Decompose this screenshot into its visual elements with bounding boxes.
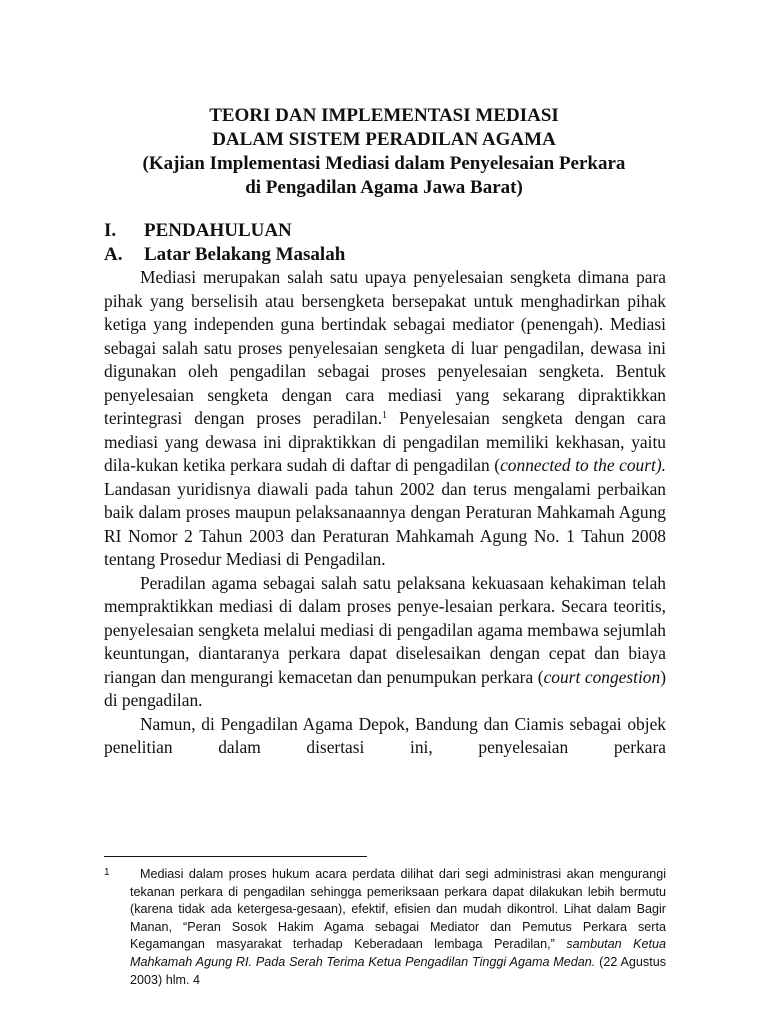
paragraph-1-part-a: Mediasi merupakan salah satu upaya penyelesaian sengketa dimana para pihak yang berselisih atau bersengketa bersepakat untuk menghadirkan pihak ketiga yang independen guna bertindak sebagai mediator (penengah). Mediasi sebagai salah satu proses penyelesaian sengketa di luar pengadilan, dewasa ini digunakan oleh pengadilan sebagai proses penyelesaian sengketa. Bentuk penyelesaian sengketa dengan cara mediasi yang sekarang dipraktikkan terintegrasi dengan proses peradilan. [104, 267, 666, 428]
paragraph-1-part-c: Landasan yuridisnya diawali pada tahun 2002 dan terus mengalami perbaikan baik dalam proses maupun pelaksanaannya dengan Peraturan Mahkamah Agung RI Nomor 2 Tahun 2003 dan Peraturan Mahkamah Agung No. 1 Tahun 2008 tentang Prosedur Mediasi di Pengadilan. [104, 478, 666, 569]
paragraph-1 [104, 266, 666, 572]
paragraph-2 [104, 572, 666, 713]
subsection-number: A. [104, 244, 123, 265]
document-title [100, 104, 668, 200]
section-title: PENDAHULUAN [144, 220, 292, 241]
paragraph-1-italic: connected to the court). [500, 455, 666, 475]
footnote-text [130, 866, 666, 989]
footnote-italic: sambutan Ketua Mahkamah Agung RI. Pada Serah Terima Ketua Pengadilan Tinggi Agama Medan. [130, 937, 667, 969]
footnote-marker: 1 [382, 410, 388, 421]
section-number: I. [104, 220, 117, 241]
title-line-1: TEORI DAN IMPLEMENTASI MEDIASI [209, 105, 559, 126]
paragraph-1-part-b: Penyelesaian sengketa dengan cara mediasi yang dewasa ini dipraktikkan di pengadilan memiliki kekhasan, yaitu dila-kukan ketika perkara sudah di daftar di pengadilan ( [104, 408, 666, 475]
paragraph-3: Namun, di Pengadilan Agama Depok, Bandung dan Ciamis sebagai objek penelitian dalam disertasi ini, penyelesaian perkara [104, 713, 666, 757]
footnote-number: 1 [104, 867, 110, 878]
subsection-title: Latar Belakang Masalah [144, 244, 346, 265]
paragraph-2-part-b: ) di pengadilan. [104, 666, 666, 710]
title-line-4: di Pengadilan Agama Jawa Barat) [245, 177, 523, 198]
body-text [104, 266, 666, 760]
paragraph-2-part-a: Peradilan agama sebagai salah satu pelaksana kekuasaan kehakiman telah mempraktikkan mediasi di dalam proses penye-lesaian perkara. Secara teoritis, penyelesaian sengketa melalui mediasi di pengadilan agama membawa sejumlah keuntungan, diantaranya perkara dapat diselesaikan dengan cepat dan biaya riangan dan mengurangi kemacetan dan penumpukan perkara ( [104, 572, 666, 687]
section-heading [104, 219, 292, 243]
subsection-heading [104, 243, 345, 267]
footnote-divider [104, 856, 367, 857]
footnote-body: Mediasi dalam proses hukum acara perdata dilihat dari segi administrasi akan mengurangi tekanan perkara di pengadilan sehingga pemeriksaan perkara dapat dilakukan lebih bermutu (karena tidak ada ketergesa-gesaan), efektif, efisien dan mudah dikontrol. Lihat dalam Bagir Manan, “Peran Sosok Hakim Agama sebagai Mediator dan Pemutus Perkara serta Kegamangan masyarakat terhadap Keberadaan lembaga Peradilan,” [130, 867, 666, 952]
footnote-tail: (22 Agustus 2003) hlm. 4 [130, 954, 666, 987]
paragraph-2-italic: court congestion [543, 666, 661, 687]
title-line-2: DALAM SISTEM PERADILAN AGAMA [212, 129, 556, 150]
footnote [104, 866, 666, 989]
title-line-3: (Kajian Implementasi Mediasi dalam Penyelesaian Perkara [142, 153, 626, 174]
